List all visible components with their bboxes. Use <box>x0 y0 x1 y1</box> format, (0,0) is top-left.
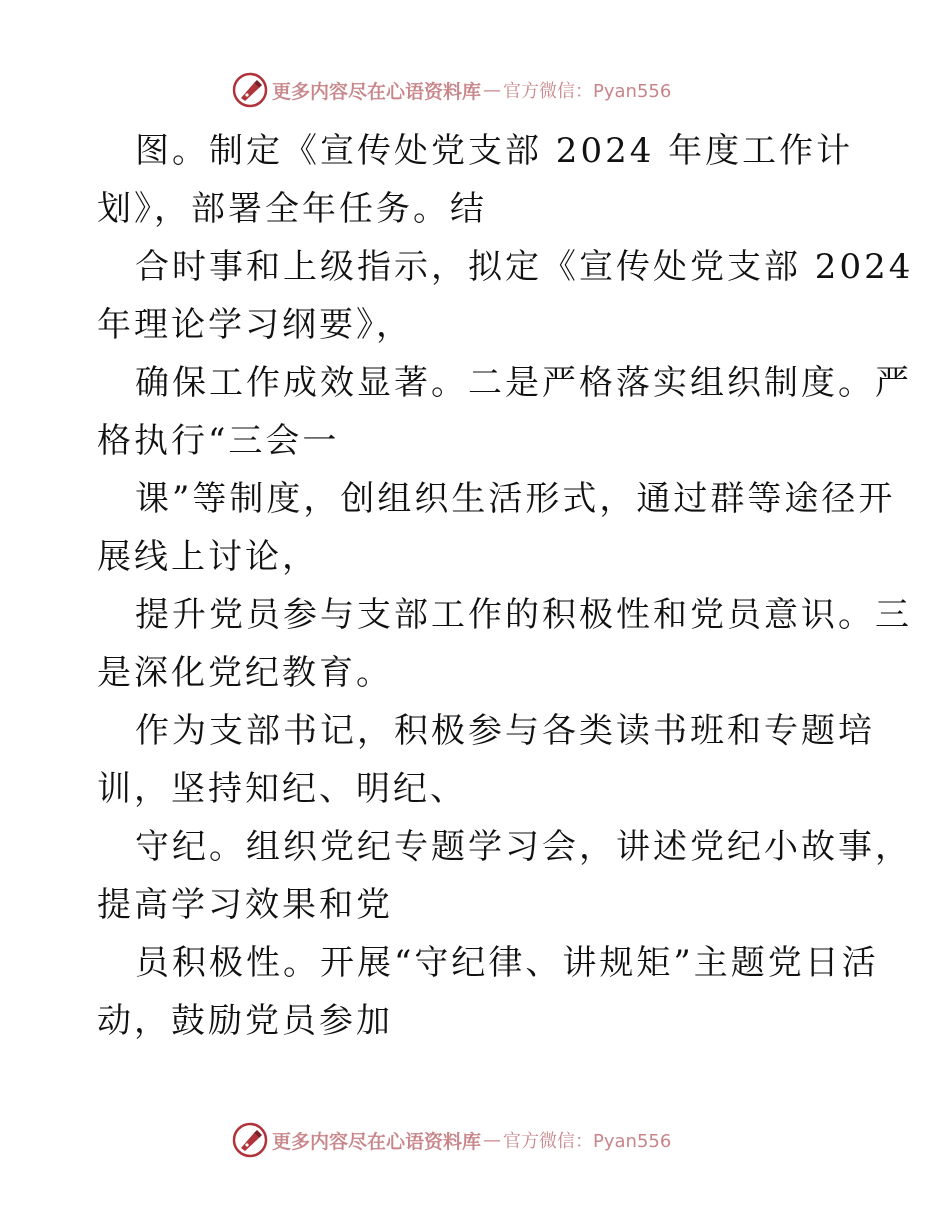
text-line: 作为支部书记，积极参与各类读书班和专题培 <box>135 711 875 751</box>
watermark-site-text: 更多内容尽在心语资料库 <box>272 80 482 103</box>
text-line: 确保工作成效显著。二是严格落实组织制度。严 <box>135 363 912 403</box>
watermark-dash: — <box>483 79 502 101</box>
text-line: 年理论学习纲要》， <box>97 305 413 345</box>
text-line: 动，鼓励党员参加 <box>97 1001 393 1041</box>
pen-nib-logo-icon <box>232 72 268 108</box>
pen-nib-logo-icon <box>232 1122 268 1158</box>
text-line: 图。制定《宣传处党支部 2024 年度工作计 <box>135 131 854 171</box>
header-watermark <box>232 72 752 108</box>
text-line: 训，坚持知纪、明纪、 <box>97 769 467 809</box>
text-line: 课”等制度，创组织生活形式，通过群等途径开 <box>135 479 896 519</box>
text-line: 合时事和上级指示，拟定《宣传处党支部 2024 <box>135 247 914 287</box>
text-line: 划》，部署全年任务。结 <box>97 189 487 229</box>
text-line: 守纪。组织党纪专题学习会，讲述党纪小故事， <box>135 827 912 867</box>
text-line: 是深化党纪教育。 <box>97 653 393 693</box>
text-line: 提高学习效果和党 <box>97 885 393 925</box>
footer-watermark <box>232 1122 752 1158</box>
text-line: 员积极性。开展“守纪律、讲规矩”主题党日活 <box>135 943 879 983</box>
watermark-wechat-text: 官方微信：Pyan556 <box>503 81 672 102</box>
watermark-wechat-text: 官方微信：Pyan556 <box>503 1131 672 1152</box>
text-line: 展线上讨论， <box>97 537 319 577</box>
document-body <box>97 122 914 1050</box>
text-line: 格执行“三会一 <box>97 421 340 461</box>
watermark-site-text: 更多内容尽在心语资料库 <box>272 1130 482 1153</box>
text-line: 提升党员参与支部工作的积极性和党员意识。三 <box>135 595 912 635</box>
watermark-dash: — <box>483 1129 502 1151</box>
